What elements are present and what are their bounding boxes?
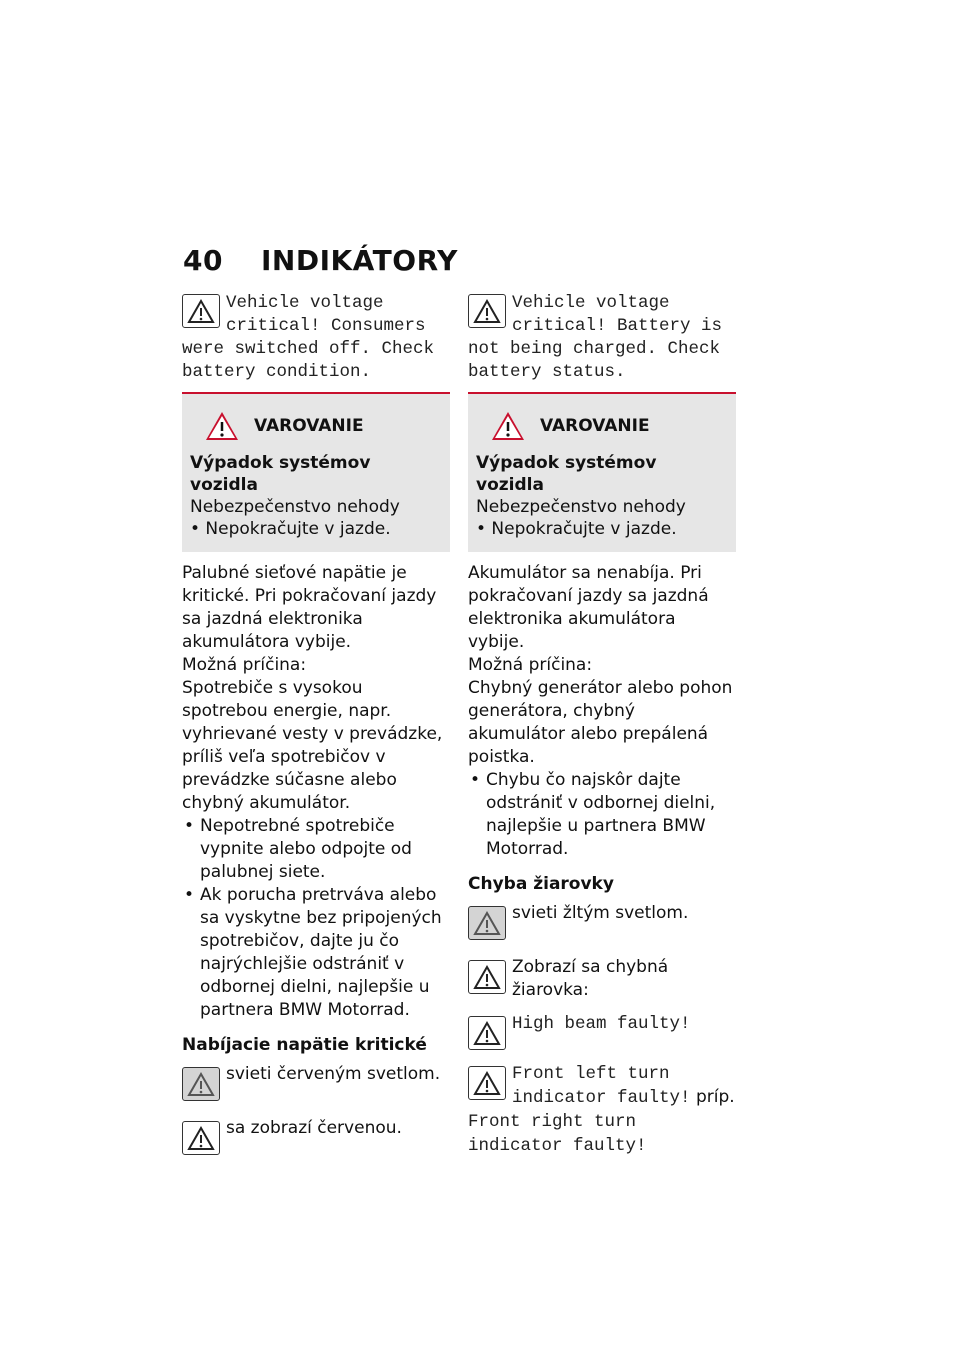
warning-line: • Nepokračujte v jazde.: [190, 519, 391, 539]
warning-label: VAROVANIE: [540, 416, 650, 436]
body-text: [468, 562, 736, 769]
icon-row: [468, 956, 736, 1002]
paragraph: Akumulátor sa nenabíja. Pri pokračovaní jazdy sa jazdná elektronika akumulátora vybije.: [468, 563, 709, 652]
page-number: 40: [183, 244, 223, 277]
warning-box: [182, 394, 450, 552]
warning-label: VAROVANIE: [254, 416, 364, 436]
warning-triangle-icon: [182, 1067, 220, 1101]
battery-not-charged-message-block: [468, 292, 736, 394]
icon-row: [468, 1062, 736, 1158]
paragraph: Možná príčina:: [182, 655, 307, 675]
warning-triangle-icon: [468, 960, 506, 994]
icon-row: [468, 902, 736, 942]
message-text: Front right turn indicator faulty!: [468, 1112, 647, 1156]
message-text: High beam faulty!: [512, 1014, 691, 1034]
paragraph: Palubné sieťové napätie je kritické. Pri pokračovaní jazdy sa jazdná elektronika akumulátora vybije.: [182, 563, 437, 652]
page-header: [183, 244, 458, 277]
paragraph: Chybný generátor alebo pohon generátora, chybný akumulátor alebo prepálená poistka.: [468, 678, 733, 767]
message-text: Vehicle voltage critical! Battery is not being charged. Check battery status.: [468, 293, 723, 382]
section-heading: Chyba žiarovky: [468, 874, 614, 894]
icon-row-text: Zobrazí sa chybná žiarovka:: [512, 957, 669, 1000]
warning-subtitle: Výpadok systémov vozidla: [190, 453, 371, 495]
warning-triangle-icon: [182, 1121, 220, 1155]
or-text: príp.: [695, 1087, 735, 1107]
warning-subtitle: Výpadok systémov vozidla: [476, 453, 657, 495]
paragraph: Spotrebiče s vysokou spotrebou energie, napr. vyhrievané vesty v prevádzke, príliš veľa spotrebičov v prevádzke súčasne alebo chybný akumulátor.: [182, 678, 443, 813]
icon-row: [468, 1012, 736, 1052]
section-heading: Nabíjacie napätie kritické: [182, 1035, 427, 1055]
page-title: INDIKÁTORY: [260, 244, 458, 277]
message-text: Vehicle voltage critical! Consumers were switched off. Check battery condition.: [182, 293, 435, 382]
icon-row-text: svieti žltým svetlom.: [512, 903, 689, 923]
warning-triangle-icon: [468, 906, 506, 940]
left-column: [182, 292, 450, 1157]
divider: [468, 392, 736, 394]
warning-triangle-icon: [490, 410, 526, 442]
icon-row-text: svieti červeným svetlom.: [226, 1064, 441, 1084]
bullet-item: • Nepotrebné spotrebiče vypnite alebo odpojte od palubnej siete.: [182, 815, 450, 884]
voltage-critical-message-block: [182, 292, 450, 394]
icon-row: [182, 1117, 450, 1157]
warning-box: [468, 394, 736, 552]
right-column: [468, 292, 736, 1158]
bullet-item: • Ak porucha pretrváva alebo sa vyskytne bez pripojených spotrebičov, dajte ju čo najrýchlejšie odstrániť v odbornej dielni, najlepšie u partnera BMW Motorrad.: [182, 884, 450, 1022]
message-text: Front left turn indicator faulty!: [512, 1064, 691, 1108]
warning-triangle-icon: [468, 294, 506, 328]
divider: [182, 392, 450, 394]
paragraph: Možná príčina:: [468, 655, 593, 675]
warning-line: Nebezpečenstvo nehody: [476, 497, 686, 517]
bullet-item: • Chybu čo najskôr dajte odstrániť v odbornej dielni, najlepšie u partnera BMW Motorrad.: [468, 769, 736, 861]
warning-triangle-icon: [204, 410, 240, 442]
warning-triangle-icon: [468, 1016, 506, 1050]
warning-line: • Nepokračujte v jazde.: [476, 519, 677, 539]
warning-triangle-icon: [182, 294, 220, 328]
icon-row: [182, 1063, 450, 1103]
icon-row-text: sa zobrazí červenou.: [226, 1118, 402, 1138]
body-text: [182, 562, 450, 815]
warning-line: Nebezpečenstvo nehody: [190, 497, 400, 517]
warning-triangle-icon: [468, 1066, 506, 1100]
